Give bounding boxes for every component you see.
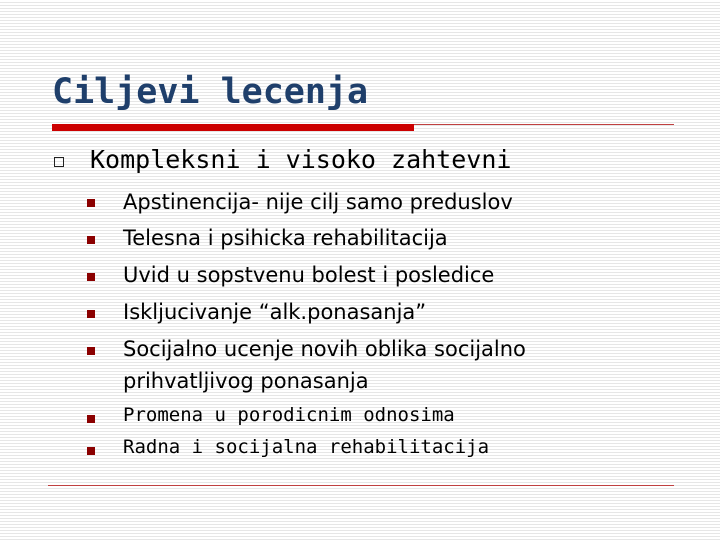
- title-underline-thick: [52, 124, 414, 131]
- sub-bullet-text-continued: prihvatljivog ponasanja: [123, 369, 369, 393]
- square-bullet-icon: [87, 347, 95, 355]
- square-bullet-icon: [87, 236, 95, 244]
- square-bullet-icon: [87, 199, 95, 207]
- main-bullet-text: Kompleksni i visoko zahtevni: [90, 145, 512, 174]
- sub-bullet-text: Telesna i psihicka rehabilitacija: [123, 226, 448, 250]
- slide-title: Ciljevi lecenja: [52, 72, 369, 112]
- square-bullet-icon: [87, 447, 95, 455]
- small-bullet-text: Radna i socijalna rehabilitacija: [123, 436, 490, 458]
- title-underline-thin: [414, 124, 674, 125]
- footer-divider: [48, 485, 674, 486]
- sub-bullet-text: Socijalno ucenje novih oblika socijalno: [123, 337, 526, 361]
- hollow-square-bullet-icon: [54, 157, 64, 167]
- sub-bullet-text: Uvid u sopstvenu bolest i posledice: [123, 263, 495, 287]
- square-bullet-icon: [87, 310, 95, 318]
- small-bullet-text: Promena u porodicnim odnosima: [123, 404, 455, 426]
- square-bullet-icon: [87, 415, 95, 423]
- sub-bullet-text: Apstinencija- nije cilj samo preduslov: [123, 190, 513, 214]
- square-bullet-icon: [87, 273, 95, 281]
- sub-bullet-text: Iskljucivanje “alk.ponasanja”: [123, 300, 427, 324]
